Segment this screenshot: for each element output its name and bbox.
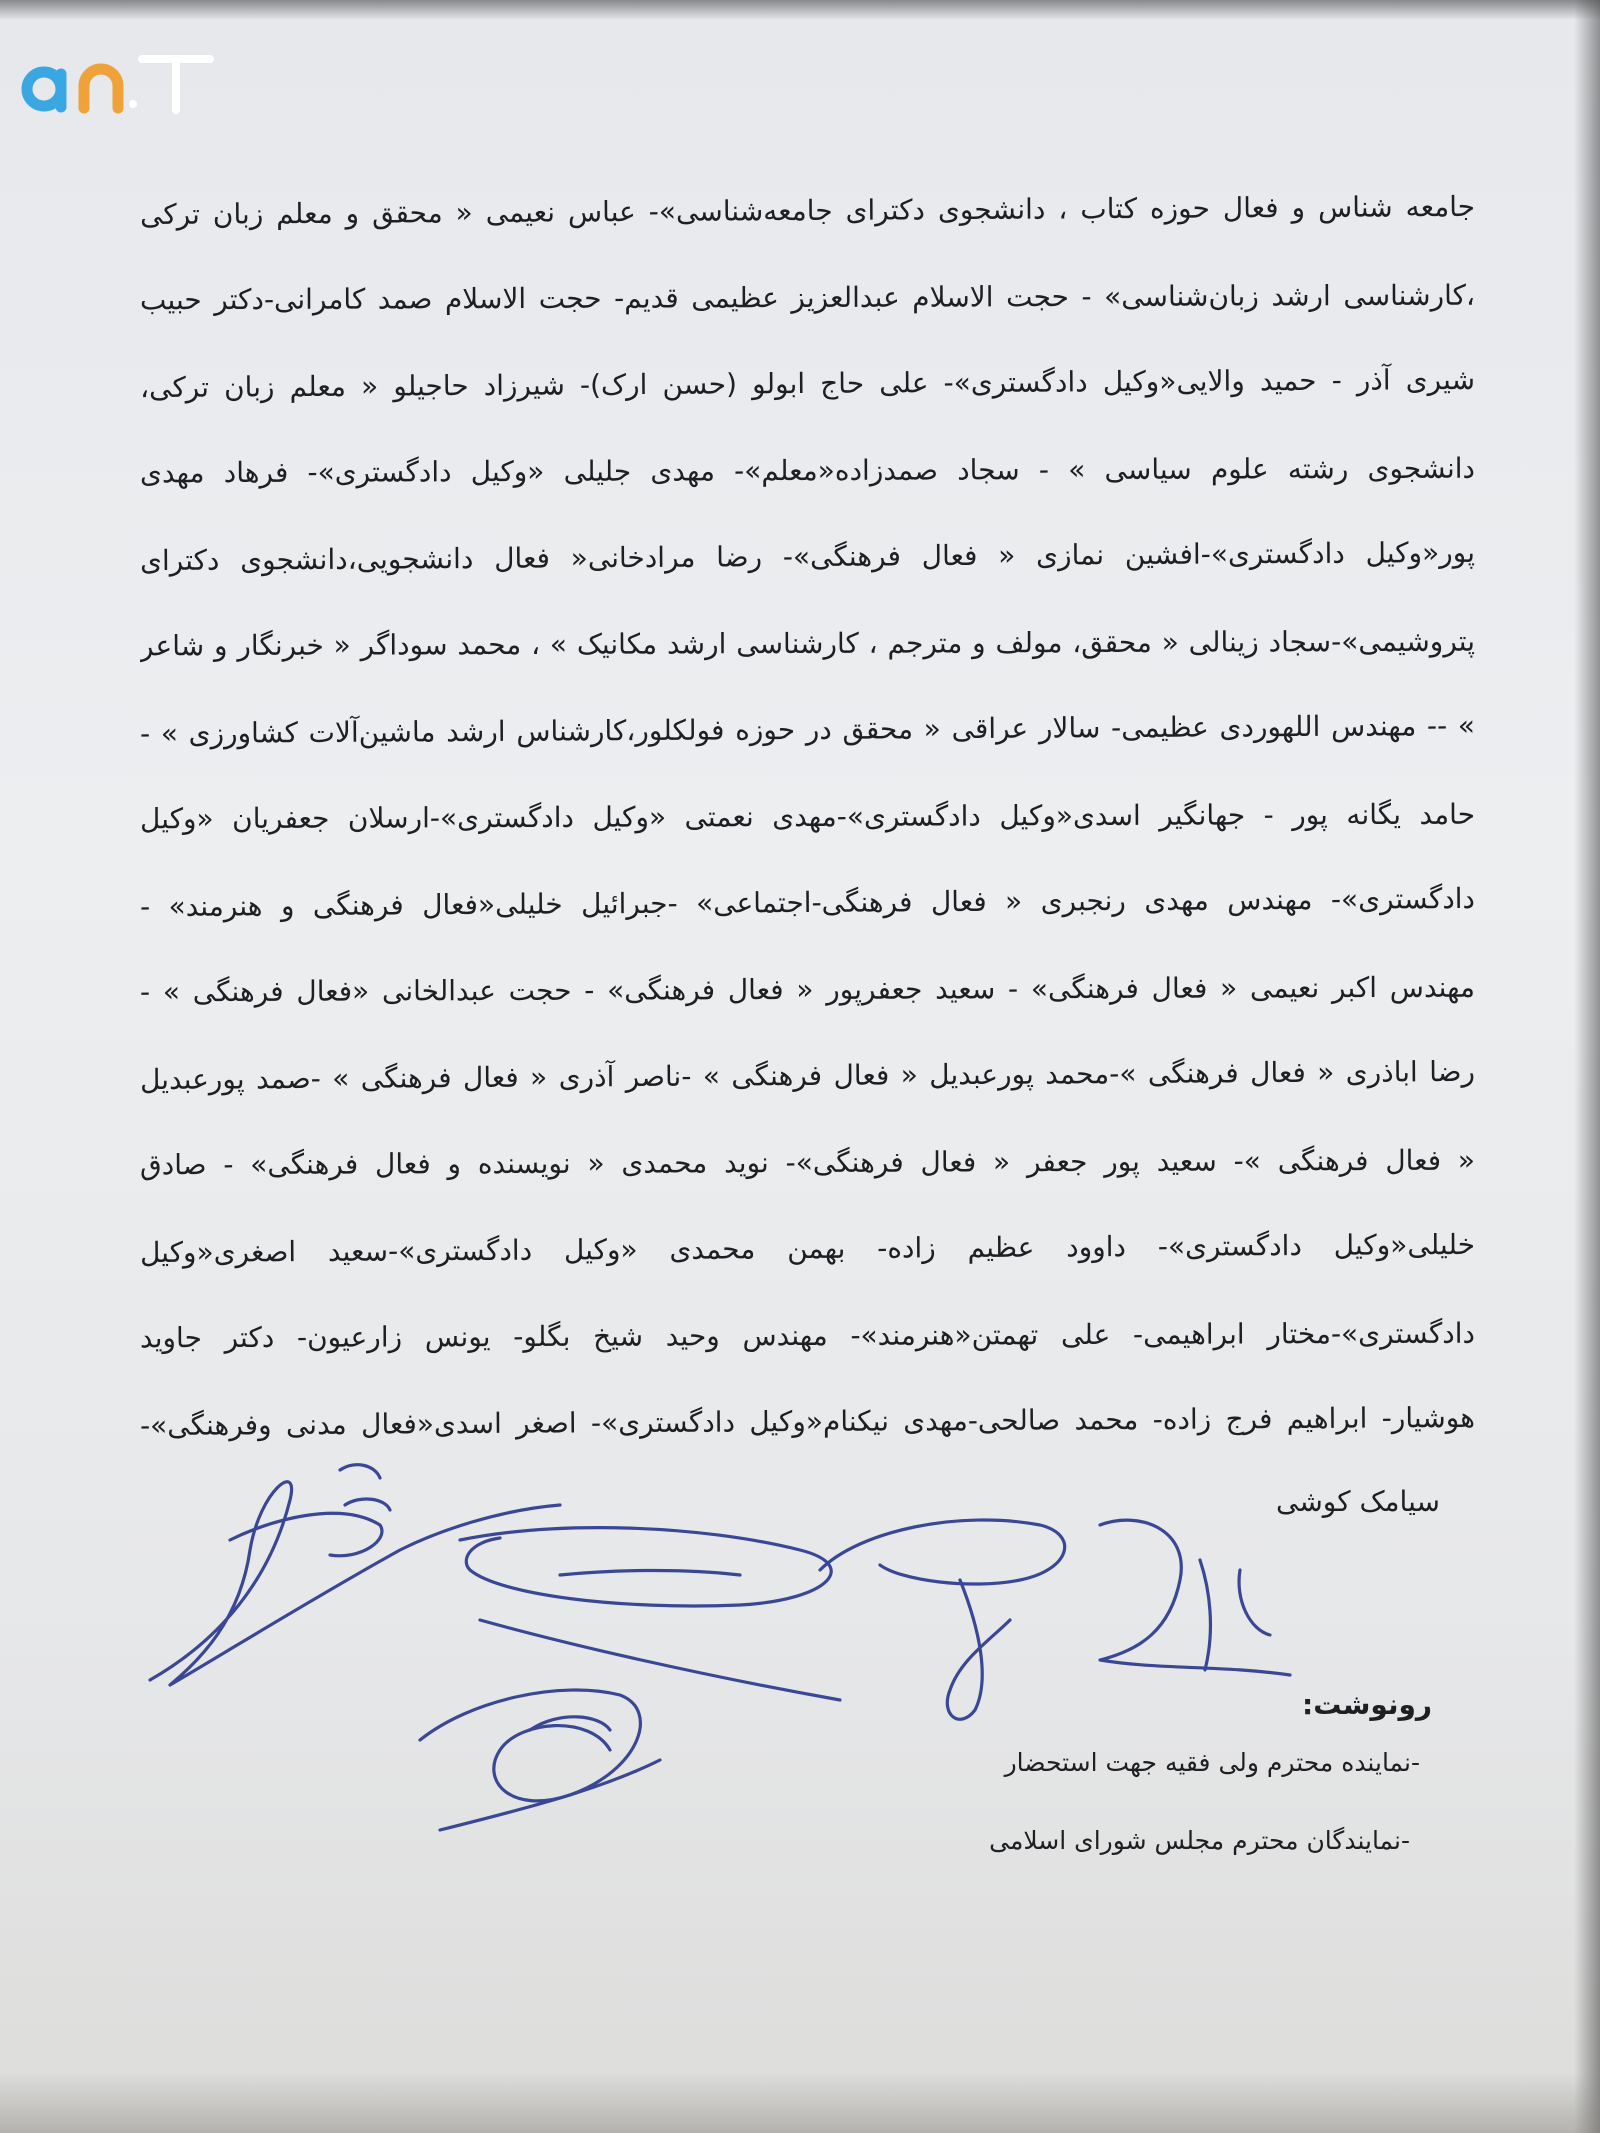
cc-item: -نماینده محترم ولی فقیه جهت استحضار xyxy=(1004,1748,1420,1777)
page-right-shadow xyxy=(1574,0,1600,2133)
cc-item: -نمایندگان محترم مجلس شورای اسلامی xyxy=(989,1826,1410,1855)
body-line: دادگستری»-مختار ابراهیمی- علی تهمتن«هنرمند»- مهندس وحید شیخ بگلو- یونس زارعیون- دکتر جاوید xyxy=(139,1316,1476,1354)
body-line: رضا اباذری « فعال فرهنگی »-محمد پورعبدیل « فعال فرهنگی » -ناصر آذری « فعال فرهنگی » -صمد پورعبدیل xyxy=(139,1054,1476,1097)
signature-stroke xyxy=(340,1465,390,1510)
body-line: پور«وکیل دادگستری»-افشین نمازی « فعال فرهنگی»- رضا مرادخانی« فعال دانشجویی،دانشجوی دکترای xyxy=(139,535,1476,578)
signature-stroke xyxy=(560,1570,740,1575)
body-line: دانشجوی رشته علوم سیاسی » - سجاد صمدزاده«معلم»- مهدی جلیلی «وکیل دادگستری»- فرهاد مهدی xyxy=(139,451,1476,489)
signature-stroke xyxy=(820,1520,1065,1584)
signature-stroke xyxy=(1200,1560,1270,1670)
body-line: شیری آذر - حمید والایی«وکیل دادگستری»- علی حاج ابولو (حسن ارک)- شیرزاد حاجیلو « معلم زبان ترکی، xyxy=(139,362,1476,405)
body-line: » -- مهندس اللهوردی عظیمی- سالار عراقی « محقق در حوزه فولکلور،کارشناس ارشد ماشین‌آلات کشاورزی » - xyxy=(139,708,1476,751)
ant-logo xyxy=(14,44,214,124)
signature-stroke xyxy=(947,1580,1010,1719)
signature-stroke xyxy=(440,1760,660,1830)
body-line: خلیلی«وکیل دادگستری»- داوود عظیم زاده- بهمن محمدی «وکیل دادگستری»-سعید اصغری«وکیل xyxy=(139,1227,1476,1270)
body-line: پتروشیمی»-سجاد زینالی « محقق، مولف و مترجم ، کارشناسی ارشد مکانیک » ، محمد سوداگر « خبرنگار و شاعر xyxy=(139,624,1476,662)
cc-label: رونوشت: xyxy=(1302,1688,1432,1721)
body-line: « فعال فرهنگی »- سعید پور جعفر « فعال فرهنگی»- نوید محمدی « نویسنده و فعال فرهنگی» - صادق xyxy=(139,1143,1476,1181)
page-bottom-edge xyxy=(0,2073,1600,2133)
body-line: جامعه شناس و فعال حوزه کتاب ، دانشجوی دکترای جامعه‌شناسی»- عباس نعیمی « محقق و معلم زبان ترکی xyxy=(139,189,1476,232)
handwritten-signatures xyxy=(140,1430,1340,1850)
signature-stroke xyxy=(480,1620,840,1700)
body-line: هوشیار- ابراهیم فرج زاده- محمد صالحی-مهدی نیکنام«وکیل دادگستری»- اصغر اسدی«فعال مدنی وفرهنگی»- xyxy=(139,1400,1476,1443)
body-line: مهندس اکبر نعیمی « فعال فرهنگی» - سعید جعفرپور « فعال فرهنگی» - حجت عبدالخانی «فعال فرهنگی » - xyxy=(139,970,1476,1008)
signature-stroke xyxy=(420,1690,640,1801)
body-line: حامد یگانه پور - جهانگیر اسدی«وکیل دادگستری»-مهدی نعمتی «وکیل دادگستری»-ارسلان جعفریان «وکیل xyxy=(139,797,1476,835)
body-text xyxy=(140,168,1475,1466)
signature-stroke xyxy=(460,1528,831,1606)
signature-stroke xyxy=(1100,1520,1290,1675)
page-top-shadow xyxy=(0,0,1600,20)
signer-name: سیامک کوشی xyxy=(1276,1485,1440,1518)
body-line: دادگستری»- مهندس مهدی رنجبری « فعال فرهنگی-اجتماعی» -جبرائیل خلیلی«فعال فرهنگی و هنرمند» - xyxy=(139,881,1476,924)
body-line: ،کارشناسی ارشد زبان‌شناسی» - حجت الاسلام عبدالعزیز عظیمی قدیم- حجت الاسلام صمد کامرانی-دکتر حبیب xyxy=(139,278,1476,316)
